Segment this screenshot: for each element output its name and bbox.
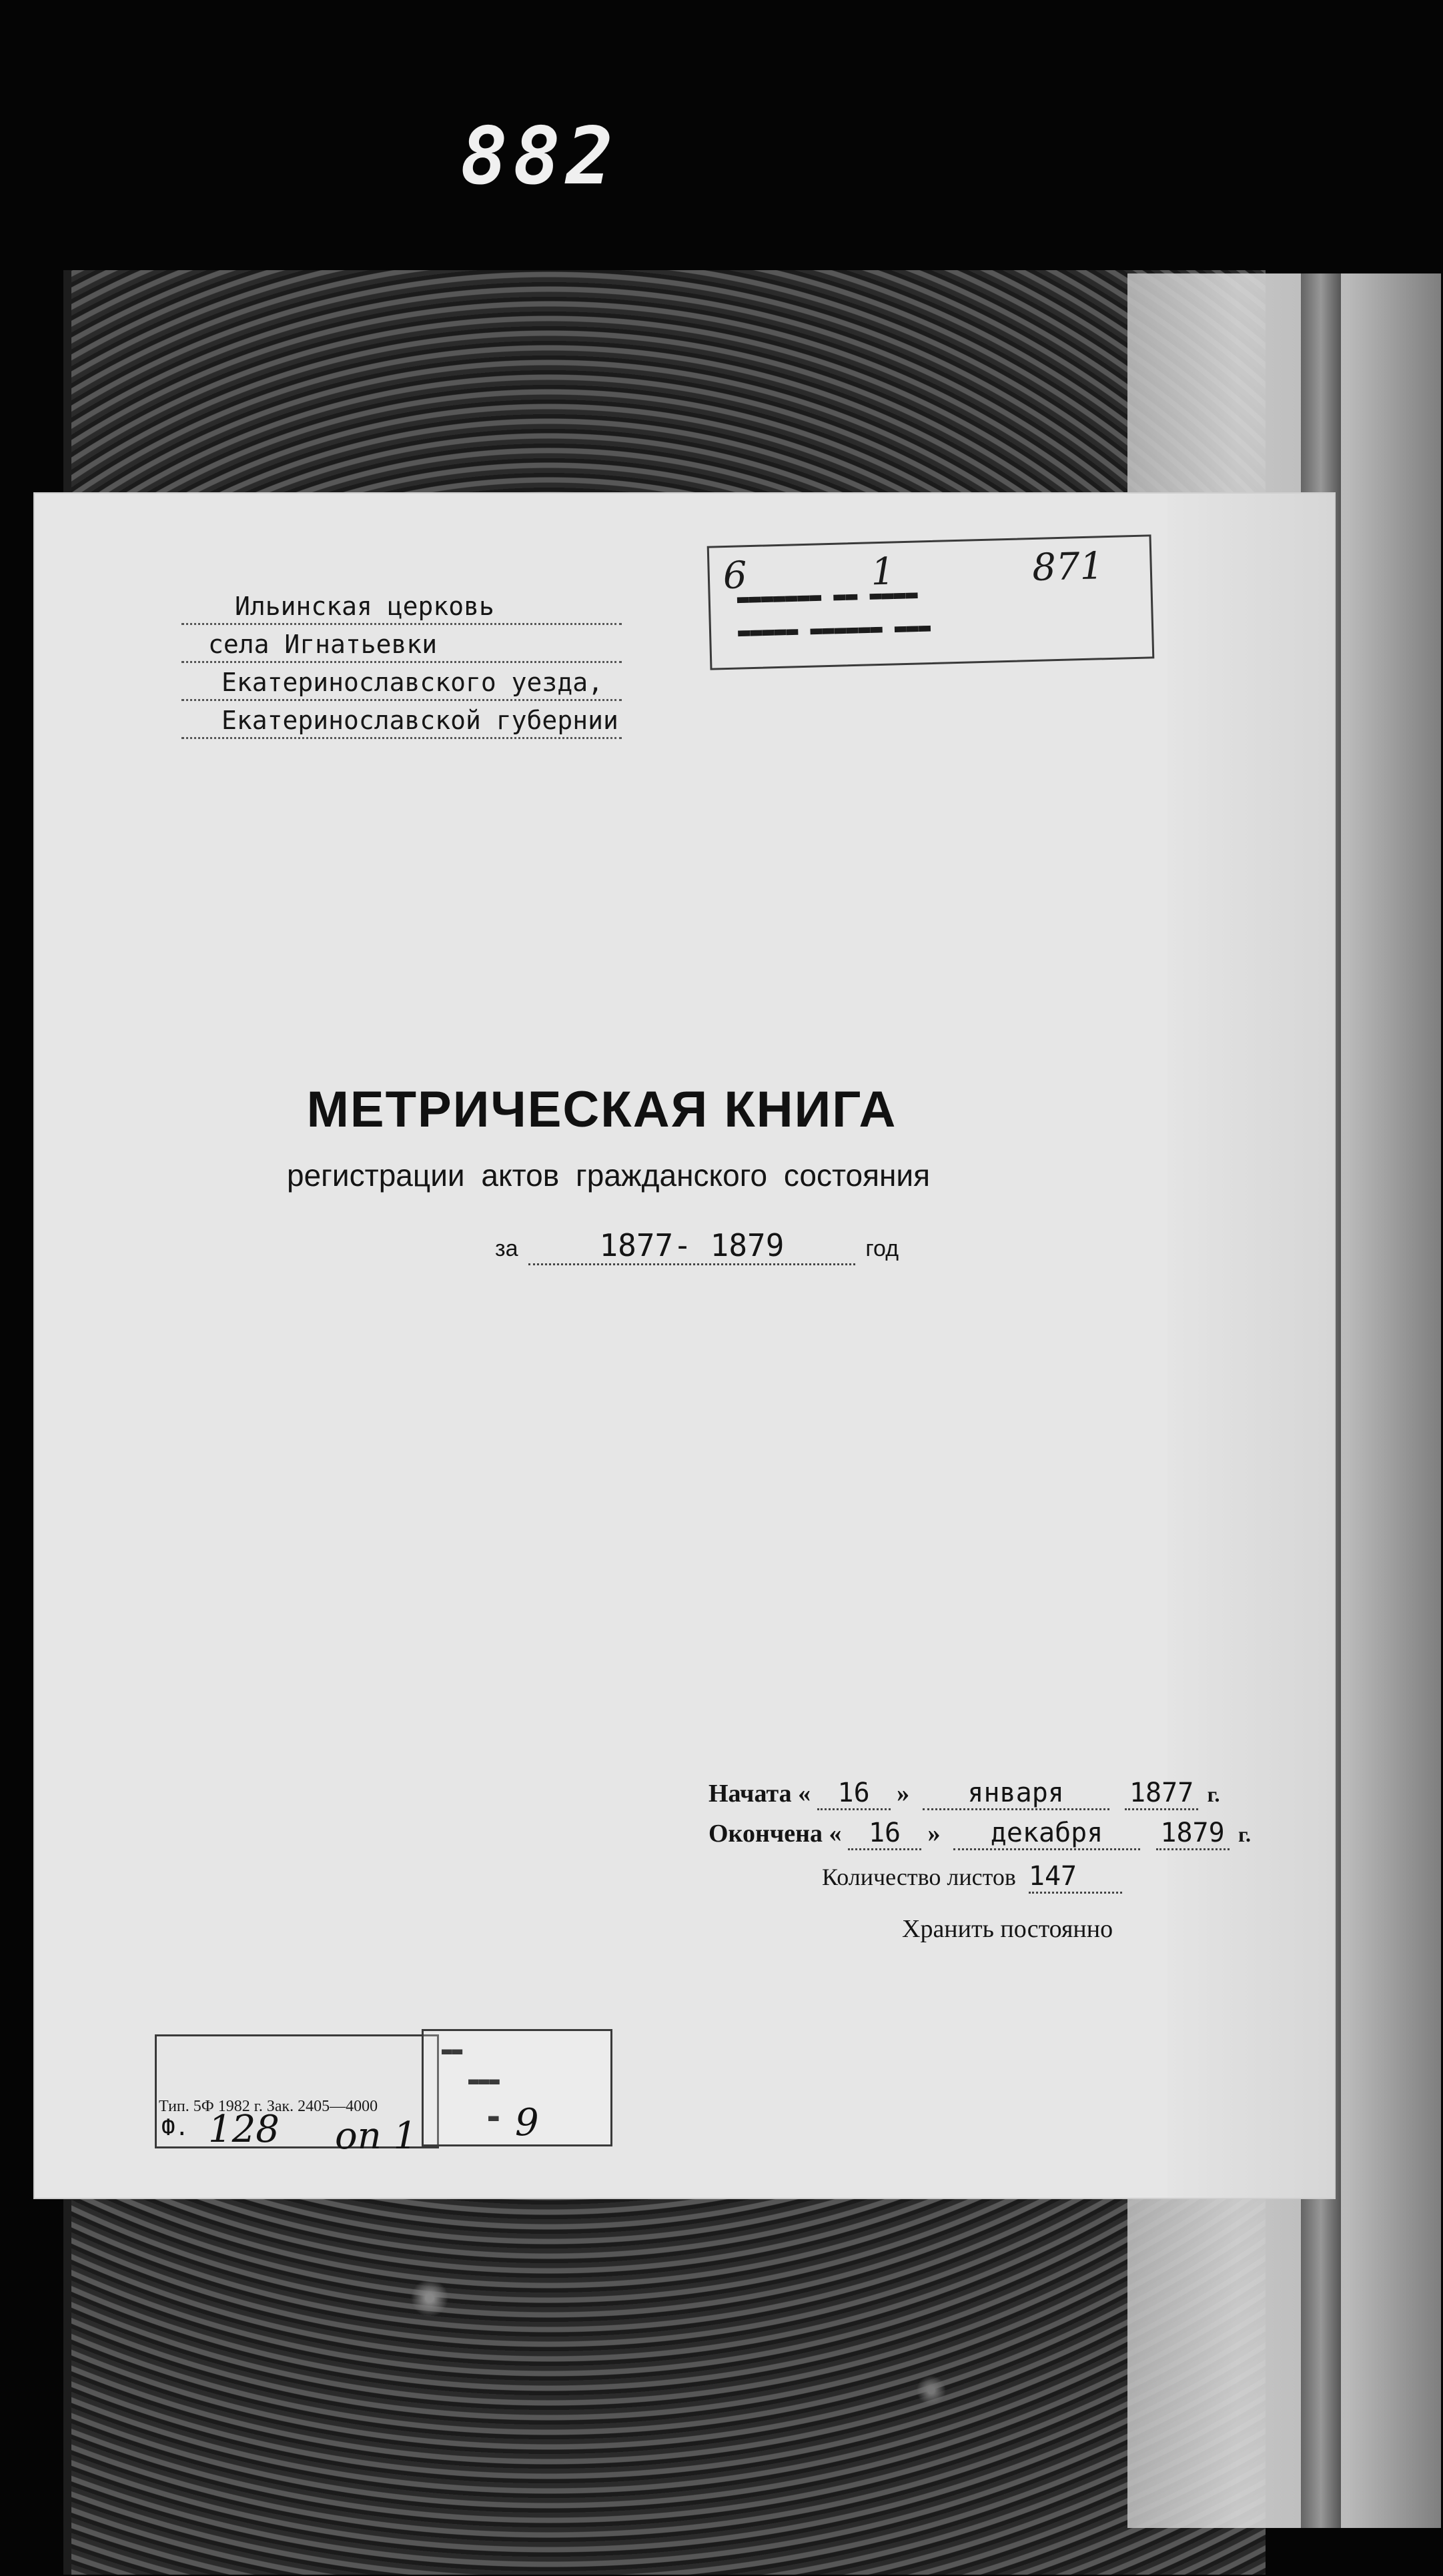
- ended-row: [708, 1818, 1251, 1858]
- opis-number: оп 1: [335, 2114, 418, 2158]
- archive-stamp-mirrored-text: ▬▬▬▬ ▬▬ ▬▬▬▬▬▬▬: [737, 582, 919, 611]
- period-prefix: за: [495, 1236, 518, 1261]
- sheet-count-row: [822, 1861, 1122, 1894]
- ended-label: Окончена «: [708, 1820, 842, 1848]
- parish-line-church: Ильинская церковь: [181, 587, 622, 625]
- ended-quote-close: »: [927, 1820, 941, 1848]
- ended-day: 16: [848, 1818, 921, 1850]
- fond-number: 128: [208, 2108, 280, 2151]
- started-year: 1877: [1125, 1778, 1198, 1810]
- started-year-suffix: г.: [1207, 1782, 1220, 1806]
- fond-stamp-faint-text: ▬▬▬: [468, 2071, 500, 2091]
- ended-year-suffix: г.: [1238, 1822, 1251, 1846]
- delo-number: 9: [515, 2101, 539, 2144]
- sheet-count-label: Количество листов: [822, 1864, 1016, 1890]
- printer-imprint: Тип. 5Ф 1982 г. Зак. 2405—4000: [159, 2098, 378, 2115]
- period-suffix: год: [865, 1236, 899, 1261]
- archive-stamp-mirrored-text: ▬▬▬ ▬▬▬▬▬▬ ▬▬▬▬▬: [737, 616, 931, 644]
- archive-stamp: [707, 534, 1155, 670]
- period-years: 1877- 1879: [528, 1227, 855, 1265]
- document-subtitle: регистрации актов гражданского состояния: [286, 1158, 931, 1193]
- sheet-count-value: 147: [1029, 1861, 1122, 1894]
- sheet-margin: [1167, 494, 1334, 2198]
- frame-number: 882: [460, 110, 619, 202]
- fond-label: Ф.: [161, 2114, 189, 2141]
- started-label: Начата «: [708, 1780, 811, 1808]
- title-sheet: [35, 494, 1334, 2198]
- parish-line-village: села Игнатьевки: [181, 625, 622, 663]
- started-quote-close: »: [897, 1780, 910, 1808]
- parish-block: [181, 587, 622, 739]
- document-title: МЕТРИЧЕСКАЯ КНИГА: [306, 1081, 897, 1138]
- started-day: 16: [817, 1778, 891, 1810]
- parish-line-uezd: Екатеринославского уезда,: [181, 663, 622, 701]
- parish-line-guberniya: Екатеринославской губернии: [181, 701, 622, 739]
- fond-stamp-faint-text: ▬: [488, 2108, 499, 2128]
- ended-year: 1879: [1156, 1818, 1230, 1850]
- stamp-delo: 871: [1031, 544, 1104, 590]
- stamp-opis: 1: [870, 550, 896, 594]
- ended-month: декабря: [953, 1818, 1140, 1850]
- started-month: января: [923, 1778, 1109, 1810]
- fond-stamp: [155, 2034, 608, 2158]
- started-row: [708, 1778, 1251, 1818]
- date-block: [708, 1778, 1251, 1858]
- fond-stamp-faint-text: ▬▬: [442, 2041, 463, 2061]
- storage-note: Хранить постоянно: [902, 1915, 1113, 1943]
- stamp-fond: 6: [723, 554, 748, 598]
- period-row: [495, 1227, 899, 1265]
